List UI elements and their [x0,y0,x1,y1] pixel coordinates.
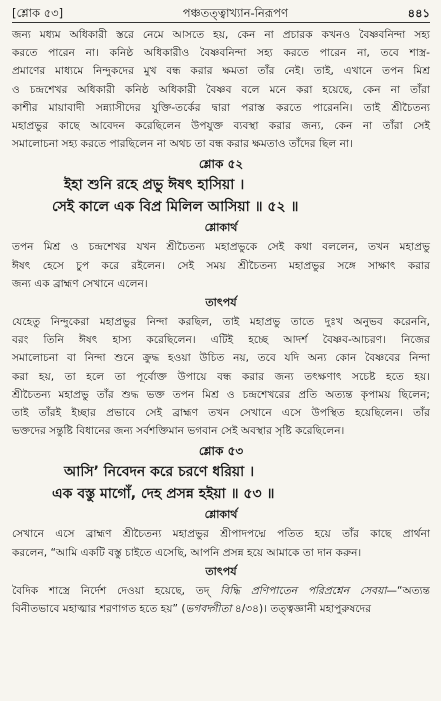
text-line: সেখানে এসে ব্রাহ্মণ শ্রীচৈতন্য মহাপ্রভুর শ্রীপাদপদ্মে পতিত হয়ে তাঁর কাছে প্রার্থনা [12,528,430,541]
text-line: প্রমাণের মাধ্যমে নিন্দুকদের মুখ বন্ধ করার ক্ষমতা তাঁর নেই। তাই, এখানে তপন মিশ্র [12,65,430,78]
text-line: তাই তাঁরই ইচ্ছার প্রভাবে সেই ব্রাহ্মণ তখন সেখানে এসে উপস্থিত হয়েছিলেন। তাঁর [12,407,430,420]
translation-52 [12,238,430,293]
text-line: সমালোচনা বা নিন্দা শুনে ক্রুদ্ধ হওয়া উচিত নয়, তবে যদি অন্য কোন বৈষ্ণবের নিন্দা [12,352,430,365]
purport-heading: তাৎপর্য [205,296,237,310]
text-line: যেহেতু নিন্দুকেরা মহাপ্রভুর নিন্দা করছিল, তাই মহাপ্রভু তাতে দুঃখ অনুভব করেননি, [12,316,430,329]
text-line: সমালোচনা সহ্য করতে পারছিলেন না অথচ তা বন্ধ করার ক্ষমতাও তাঁদের ছিল না। [12,138,353,151]
verse-line: আসি’ নিবেদন করে চরণে ধরিয়া । [64,464,255,481]
verse-heading-52: শ্লোক ৫২ [198,157,244,172]
text-line: ও চন্দ্রশেখর অধিকারী কনিষ্ঠ অধিকারী বৈষ্ণব বলে মনে করা হয়েছে, কেন না তাঁরা [12,83,430,96]
text-line: কাশীর মায়াবাদী সন্ন্যাসীদের যুক্তি-তর্কের দ্বারা পরাস্ত করতে পারেননি। তাই শ্রীচৈতন্য [12,101,430,114]
page-header [12,4,430,23]
verse-heading-53: শ্লোক ৫৩ [198,444,244,459]
translation-heading: শ্লোকার্থ [204,508,238,522]
purport-heading: তাৎপর্য [205,564,237,578]
text-line: জন্য এক ব্রাহ্মণ সেখানে এলেন। [12,277,148,290]
verse-line: ইহা শুনি রহে প্রভু ঈষৎ হাসিয়া । [64,177,245,194]
text-line: করা হয়, তা হলে তা পূর্বোক্ত উপায়ে বন্ধ করার জন্য তৎক্ষণাৎ সচেষ্ট হতে হয়। [12,370,430,383]
chapter-title: পঞ্চতত্ত্বাখ্যান-নিরূপণ [182,6,288,20]
translation-heading: শ্লোকার্থ [204,221,238,235]
page-number: ৪৪১ [407,6,430,20]
purport-52 [12,313,430,440]
book-title: ভগবদ্গীতা [185,603,232,616]
continuation-paragraph [12,26,430,153]
translation-53 [12,525,430,561]
text-line: ভক্তদের সন্তুষ্টি বিধানের জন্য সর্বশক্তিমান ভগবান সেই অবস্থার সৃষ্টি করেছিলেন। [12,425,345,438]
verse-line: সেই কালে এক বিপ্র মিলিল আসিয়া ॥ ৫২ ॥ [52,199,299,216]
verse-53 [12,461,430,505]
text-line: তপন মিশ্র ও চন্দ্রশেখর যখন শ্রীচৈতন্য মহাপ্রভুকে সেই কথা বললেন, তখন মহাপ্রভু [12,241,430,254]
text-run: বিনীতভাবে মহাত্মার শরণাগত হতে হয়” ( [12,603,186,616]
text-line: মহাপ্রভুর কাছে আবেদন করেছিলেন উপযুক্ত ব্যবস্থা করার জন্য, কেন না তাঁরা সেই [12,120,430,133]
purport-53 [12,582,430,618]
text-line: করতে পারেন না। কনিষ্ঠ অধিকারীও বৈষ্ণবনিন্দা সহ্য করতে পারেন না, তবে শাস্ত্র- [12,47,430,60]
text-line [12,582,430,600]
text-line: জন্য মধ্যম অধিকারী স্তরে নেমে আসতে হয়, কেন না প্রচারক কখনও বৈষ্ণবনিন্দা সহ্য [12,29,430,41]
text-line: বরং তিনি ঈষৎ হাস্য করেছিলেন। এটিই হচ্ছে আদর্শ বৈষ্ণব-আচরণ। নিজের [12,334,430,347]
book-page [12,4,430,618]
text-line: ঈষৎ হেসে চুপ করে রইলেন। সেই সময় শ্রীচৈতন্য মহাপ্রভুর সঙ্গে সাক্ষাৎ করার [12,259,430,272]
text-run: বৈদিক শাস্ত্রে নির্দেশ দেওয়া হয়েছে, তদ্ [12,584,221,597]
verse-line: এক বস্তু মাগোঁ, দেহ প্রসন্ন হইয়া ॥ ৫৩ ॥ [52,486,275,503]
verse-52 [12,174,430,218]
text-line [12,600,430,618]
text-line: করলেন, “আমি একটি বস্তু চাইতে এসেছি, আপনি প্রসন্ন হয়ে আমাকে তা দান করুন। [12,546,362,559]
text-run: ৪/৩৪)। তত্ত্বজ্ঞানী মহাপুরুষদের [231,603,372,616]
text-run: —“অত্যন্ত [386,584,430,597]
sanskrit-quote: বিদ্ধি প্রণিপাতেন পরিপ্রশ্নেন সেবয়া [220,584,387,597]
text-line: শ্রীচৈতন্য মহাপ্রভু তাঁর শুদ্ধ ভক্ত তপন মিশ্র ও চন্দ্রশেখরের প্রতি অত্যন্ত কৃপাময় ছিলেন; [12,388,430,401]
verse-ref: [শ্লোক ৫৩] [12,6,64,20]
